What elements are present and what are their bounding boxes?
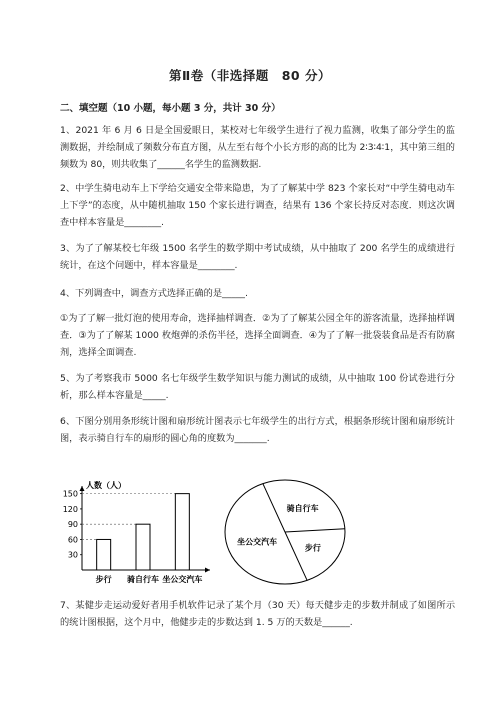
question-text: 为了了解某校七年级 1500 名学生的数学期中考试成绩，从中抽取了 200 名学生的成绩进行统计，在这个问题中，样本容量是________. — [60, 243, 455, 271]
x-axis-arrow — [205, 568, 210, 573]
question-6 — [60, 413, 455, 447]
y-axis-label: 人数（人） — [86, 481, 126, 490]
y-axis-arrow — [80, 486, 85, 491]
page-title: 第Ⅱ卷（非选择题 80 分） — [169, 68, 331, 83]
question-number: 5、 — [60, 373, 76, 384]
question-3 — [60, 240, 455, 274]
section-heading: 二、填空题（10 小题，每小题 3 分，共计 30 分） — [60, 103, 281, 114]
question-number: 4、 — [60, 288, 76, 299]
y-tick-label: 120 — [62, 504, 78, 514]
y-tick-label: 90 — [67, 520, 78, 530]
question-number: 6、 — [60, 416, 76, 427]
question-text: 某健步走运动爱好者用手机软件记录了某个月（30 天）每天健步走的步数并制成了如图所示的统计图根据，这个月中，他健步走的步数达到 1. 5 万的天数是______. — [60, 600, 456, 628]
y-tick-label: 150 — [62, 489, 78, 499]
pie-slice-label: 坐公交汽车 — [237, 537, 278, 547]
x-tick-label: 骑自行车 — [127, 575, 159, 584]
pie-slice-label: 骑自行车 — [286, 503, 319, 513]
bar-chart — [60, 478, 220, 588]
question-4-options — [60, 310, 455, 361]
question-text: ①为了了解一批灯泡的使用寿命，选择抽样调查．②为了了解某公园全年的游客流量，选择抽样调查．③为了了解某 1000 枚炮弹的杀伤半径，选择全面调查．④为了了解一批袋装食品是否有防腐剂，选择全面调查. — [60, 313, 455, 358]
question-4 — [60, 285, 455, 302]
pie-chart — [220, 472, 350, 592]
question-number: 7、 — [60, 600, 76, 611]
bar — [136, 524, 150, 570]
question-1 — [60, 122, 455, 173]
y-tick-label: 30 — [67, 550, 78, 560]
x-tick-label: 步行 — [95, 575, 112, 584]
question-7 — [60, 597, 455, 631]
question-2 — [60, 180, 455, 231]
question-5 — [60, 370, 455, 404]
question-text: 下图分别用条形统计图和扇形统计图表示七年级学生的出行方式，根据条形统计图和扇形统计图，表示骑自行车的扇形的圆心角的度数为_______. — [60, 416, 455, 444]
question-number: 2、 — [60, 183, 76, 194]
question-text: 下列调查中，调查方式选择正确的是_____. — [75, 288, 248, 299]
bar — [97, 539, 111, 570]
question-text: 2021 年 6 月 6 日是全国爱眼日，某校对七年级学生进行了视力监测，收集了部分学生的监测数据，并绘制成了频数分布直方图，从左至右每个小长方形的高的比为 2∶3∶4∶1，其中第三组的频数为 80，则共收集了______名学生的监测数据. — [60, 125, 455, 170]
pie-slice-label: 步行 — [304, 543, 321, 553]
x-tick-label: 坐公交汽车 — [162, 575, 203, 584]
question-text: 为了考察我市 5000 名七年级学生数学知识与能力测试的成绩，从中抽取 100 份试卷进行分析，那么样本容量是_____. — [60, 373, 455, 401]
question-number: 1、 — [60, 125, 76, 136]
bar — [175, 494, 189, 570]
question-text: 中学生骑电动车上下学给交通安全带来隐患，为了了解某中学 823 个家长对“中学生骑电动车上下学”的态度，从中随机抽取 150 个家长进行调查，结果有 136 个家长持反对态度．则这次调查中样本容量是________. — [60, 183, 455, 228]
question-number: 3、 — [60, 243, 76, 254]
y-tick-label: 60 — [67, 535, 78, 545]
